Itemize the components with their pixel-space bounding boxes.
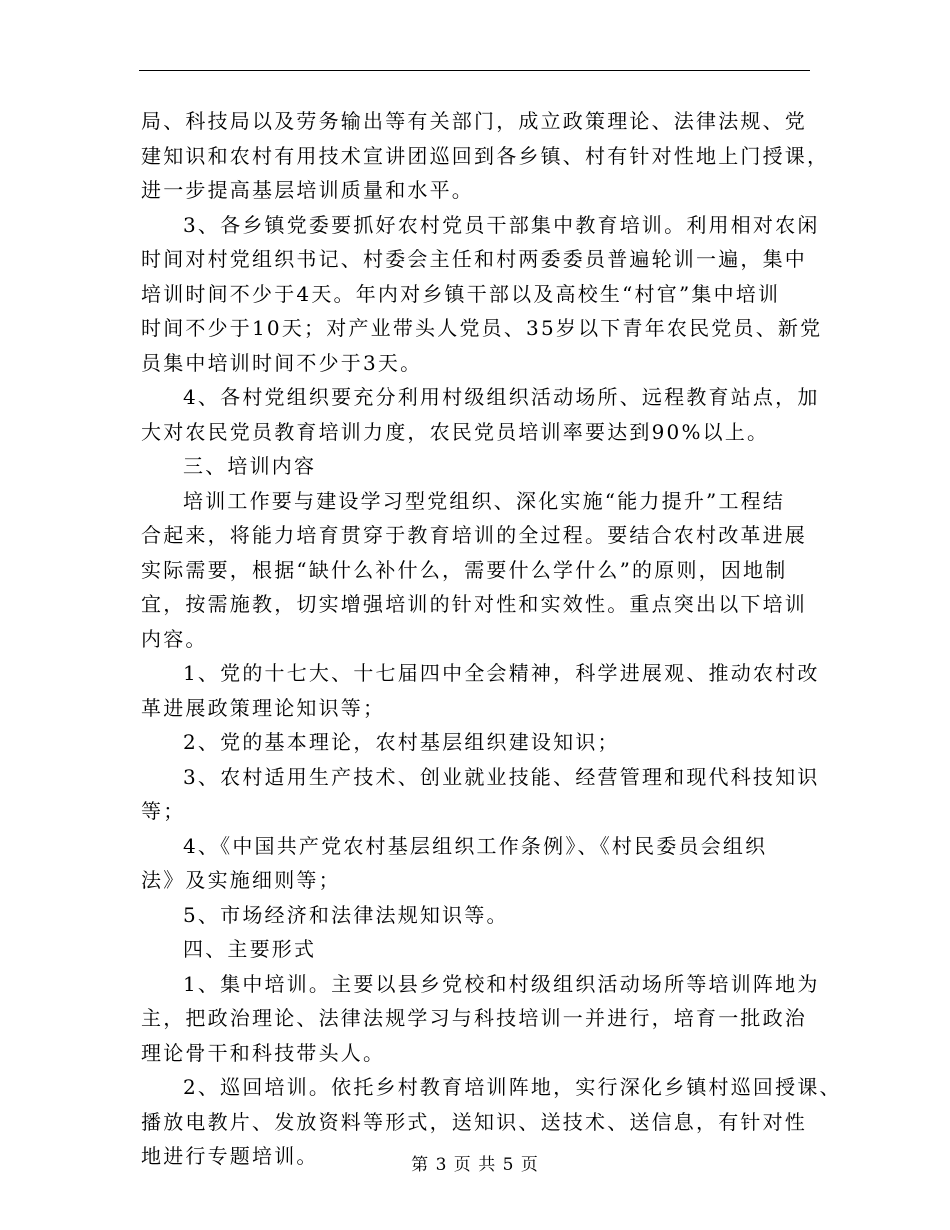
text-line: 1、党的十七大、十七届四中全会精神，科学进展观、推动农村改	[183, 661, 820, 685]
text-line: 4、《中国共产党农村基层组织工作条例》、《村民委员会组织	[183, 833, 768, 858]
text-line: 合起来，将能力培育贯穿于教育培训的全过程。要结合农村改革进展	[141, 523, 807, 547]
text-line: 大对农民党员教育培训力度，农民党员培训率要达到90%以上。	[141, 419, 770, 444]
text-line: 培训工作要与建设学习型党组织、深化实施“能力提升”工程结	[183, 488, 786, 513]
text-line: 内容。	[141, 626, 208, 651]
text-line: 局、科技局以及劳务输出等有关部门，成立政策理论、法律法规、党	[141, 109, 807, 133]
text-line: 宜，按需施教，切实增强培训的针对性和实效性。重点突出以下培训	[141, 592, 807, 616]
text-line: 2、党的基本理论，农村基层组织建设知识；	[183, 730, 620, 754]
text-line: 主，把政治理论、法律法规学习与科技培训一并进行，培育一批政治	[141, 1006, 807, 1030]
text-line: 建知识和农村有用技术宣讲团巡回到各乡镇、村有针对性地上门授课，	[141, 143, 830, 168]
text-line: 5、市场经济和法律法规知识等。	[183, 902, 509, 927]
text-line: 3、各乡镇党委要抓好农村党员干部集中教育培训。利用相对农闲	[183, 212, 820, 237]
text-line: 等；	[141, 799, 186, 823]
text-line: 地进行专题培训。	[141, 1144, 319, 1168]
header-rule	[139, 70, 810, 71]
text-line: 法》及实施细则等；	[141, 868, 341, 892]
text-line: 培训时间不少于4天。年内对乡镇干部以及高校生“村官”集中培训	[141, 281, 781, 306]
text-line: 播放电教片、发放资料等形式，送知识、送技术、送信息，有针对性	[141, 1109, 807, 1134]
text-line: 时间对村党组织书记、村委会主任和村两委委员普遍轮训一遍，集中	[141, 247, 807, 271]
text-line: 时间不少于10天；对产业带头人党员、35岁以下青年农民党员、新党	[141, 316, 823, 340]
text-line: 革进展政策理论知识等；	[141, 695, 386, 720]
text-line: 员集中培训时间不少于3天。	[141, 350, 423, 375]
text-line: 四、主要形式	[183, 937, 317, 961]
text-line: 进一步提高基层培训质量和水平。	[141, 178, 474, 202]
page-number-footer: 第 3 页 共 5 页	[411, 1155, 539, 1175]
text-line: 4、各村党组织要充分利用村级组织活动场所、远程教育站点，加	[183, 385, 820, 409]
text-line: 3、农村适用生产技术、创业就业技能、经营管理和现代科技知识	[183, 764, 820, 789]
text-line: 实际需要，根据“缺什么补什么，需要什么学什么”的原则，因地制	[141, 557, 788, 582]
text-line: 2、巡回培训。依托乡村教育培训阵地，实行深化乡镇村巡回授课、	[183, 1075, 842, 1099]
text-line: 理论骨干和科技带头人。	[141, 1040, 386, 1065]
text-line: 三、培训内容	[183, 454, 317, 478]
document-body	[141, 104, 842, 1174]
text-line: 1、集中培训。主要以县乡党校和村级组织活动场所等培训阵地为	[183, 971, 820, 996]
